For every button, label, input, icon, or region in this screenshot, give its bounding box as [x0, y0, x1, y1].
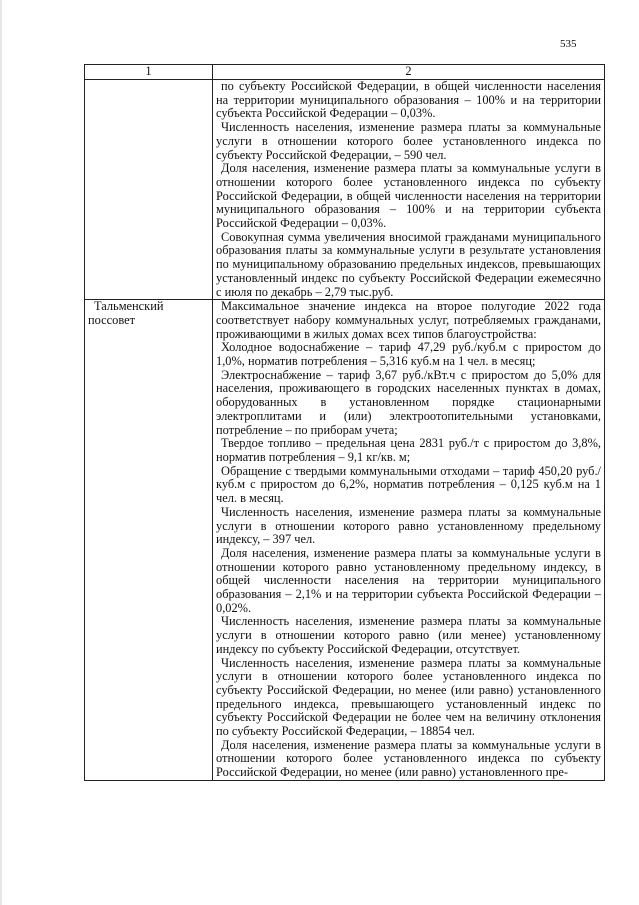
paragraph: Совокупная сумма увеличения вносимой гражданами муниципального образования платы за коммунальные услуги в результате установления по муниципальному образованию предельных индексов, превышающих установленный индекс по субъекту Российской Федерации ежемесячно с июля по декабрь – 2,79 тыс.руб.	[216, 229, 601, 299]
paragraph: Холодное водоснабжение – тариф 47,29 руб./куб.м с приростом до 1,0%, норматив потребления – 5,316 куб.м на 1 чел. в месяц;	[216, 340, 601, 369]
paragraph: Численность населения, изменение размера платы за коммунальные услуги в отношении которого более установленного индекса по субъекту Российской Федерации, но менее (или равно) установленного предельного индекса, превышающего установленный индекс по субъекту Российской Федерации не более чем на величину отклонения по субъекту Российской Федерации, – 18854 чел.	[216, 655, 601, 739]
column-header-2: 2	[213, 65, 605, 80]
paragraph: по субъекту Российской Федерации, в общей численности населения на территории муниципального образования – 100% и на территории субъекта Российской Федерации – 0,03%.	[216, 79, 601, 121]
page-number: 535	[560, 38, 577, 50]
table-header-row	[85, 65, 605, 80]
paragraph: Численность населения, изменение размера платы за коммунальные услуги в отношении которого равно (или менее) установленному индексу по субъекту Российской Федерации, отсутствует.	[216, 614, 601, 656]
municipality-cell	[85, 80, 213, 300]
document-table	[84, 64, 605, 781]
paragraph: Твердое топливо – предельная цена 2831 руб./т с приростом до 3,8%, норматив потребления – 9,1 кг/кв. м;	[216, 436, 601, 464]
paragraph: Доля населения, изменение размера платы за коммунальные услуги в отношении которого равно установленному предельному индексу, в общей численности населения на территории муниципального образования – 2,1% и на территории субъекта Российской Федерации – 0,02%.	[216, 545, 601, 615]
paragraph: Электроснабжение – тариф 3,67 руб./кВт.ч с приростом до 5,0% для населения, проживающего в городских населенных пунктах в домах, оборудованных в установленном порядке стационарными электроплитами и (или) электроотопительными установками, потребление – по приборам учета;	[216, 367, 601, 437]
paragraph: Доля населения, изменение размера платы за коммунальные услуги в отношении которого более установленного индекса по субъекту Российской Федерации, в общей численности населения на территории муниципального образования – 100% и на территории субъекта Российской Федерации – 0,03%.	[216, 161, 601, 231]
municipality-name: Тальменский поссовет	[88, 299, 164, 327]
description-cell	[213, 300, 605, 781]
paragraph: Обращение с твердыми коммунальными отходами – тариф 450,20 руб./куб.м с приростом до 6,2%, норматив потребления – 0,125 куб.м на 1 чел. в месяц.	[216, 463, 601, 506]
table-row	[85, 80, 605, 300]
paragraph: Доля населения, изменение размера платы за коммунальные услуги в отношении которого более установленного индекса по субъекту Российской Федерации, но менее (или равно) установленного пре-	[216, 737, 601, 780]
municipality-cell	[85, 300, 213, 781]
column-header-1: 1	[85, 65, 213, 80]
paragraph: Численность населения, изменение размера платы за коммунальные услуги в отношении которого равно установленному предельному индексу, – 397 чел.	[216, 504, 601, 547]
paragraph: Численность населения, изменение размера платы за коммунальные услуги в отношении которого более установленного индекса по субъекту Российской Федерации, – 590 чел.	[216, 120, 601, 162]
description-cell	[213, 80, 605, 300]
table-row	[85, 300, 605, 781]
paragraph: Максимальное значение индекса на второе полугодие 2022 года соответствует набору коммунальных услуг, потребляемых гражданами, проживающими в жилых домах всех типов благоустройства:	[216, 299, 601, 341]
scan-edge-shadow	[0, 0, 2, 905]
